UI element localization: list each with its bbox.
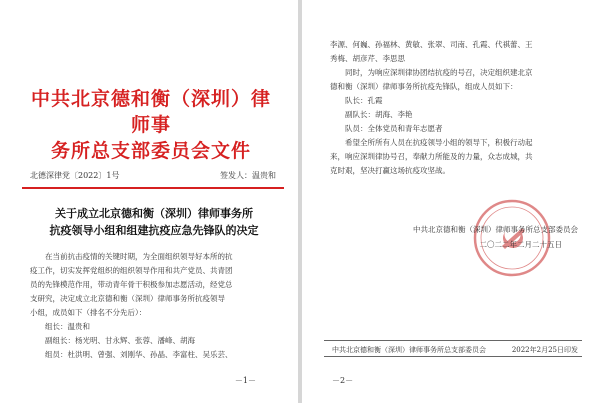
body-line: 秀梅、胡彦芹、李思思 (330, 54, 405, 63)
body-line: 疫工作，切实发挥党组织的组织领导作用和共产党员、共青团 (30, 266, 233, 275)
body-line: 支研究，决定成立北京德和衡（深圳）律师事务所抗疫领导 (30, 294, 225, 303)
body-line: 在当前抗击疫情的关键时期，为全面组织领导好本所的抗 (45, 252, 233, 261)
footer-organization: 中共北京德和衡（深圳）律师事务所总支部委员会 (332, 346, 486, 354)
vice-leaders-line: 副组长：杨光明、甘永辉、张蓉、潘峰、胡海 (45, 336, 195, 345)
signer: 签发人：温贵和 (220, 171, 276, 180)
document-subject (30, 205, 278, 239)
party-seal-stamp (472, 198, 552, 278)
body-line: 小组，成员如下（排名不分先后）： (30, 308, 147, 317)
document-number-row (30, 170, 276, 181)
document-page-2 (302, 0, 600, 403)
body-line: 希望全所所有人员在抗疫领导小组的领导下，积极行动起 (345, 138, 533, 147)
body-line: 德和衡（深圳）律师事务所抗疫先锋队，组成人员如下： (330, 82, 518, 91)
red-header-title-line: 中共北京德和衡（深圳）律师事 (30, 88, 271, 136)
red-divider-rule (22, 187, 284, 189)
page-number: －1－ (234, 376, 256, 385)
body-line: 克时艰，坚决打赢这场抗疫攻坚战。 (330, 166, 450, 175)
page-number: －2－ (332, 376, 354, 385)
footer-row (332, 345, 578, 355)
subject-line: 关于成立北京德和衡（深圳）律师事务所 (55, 207, 253, 220)
red-header-title-line: 务所总支部委员会文件 (50, 140, 251, 162)
leader-line: 组长：温贵和 (45, 322, 90, 331)
signing-date: 二〇二二年二月二十五日 (479, 240, 562, 249)
body-line: 李源、何巍、孙福林、黄敏、张翠、司南、孔霞、代祺蕾、王 (330, 40, 533, 49)
document-page-1 (0, 0, 298, 403)
signing-organization: 中共北京德和衡（深圳）律师事务所总支部委员会 (413, 225, 578, 234)
members-line: 组员：杜洪明、曾强、刘刚华、孙晶、李富柱、吴乐芸、 (45, 350, 233, 359)
body-line: 同时，为响应深圳律协团结抗疫的号召，决定组织建北京 (345, 68, 533, 77)
continued-text (330, 38, 578, 178)
footer-top-rule (324, 340, 582, 341)
vice-captains-line: 副队长：胡海、李艳 (345, 110, 413, 119)
red-header-title (22, 86, 280, 164)
footer-bottom-rule (324, 356, 582, 357)
body-text (30, 250, 280, 362)
body-line: 员的先锋模范作用，带动青年骨干积极参加志愿活动，经党总 (30, 280, 233, 289)
document-number: 北德深律党〔2022〕1号 (30, 171, 120, 180)
team-members-line: 队员：全体党员和青年志愿者 (345, 124, 443, 133)
body-line: 来，响应深圳律协号召，奉献力所能及的力量，众志成城，共 (330, 152, 533, 161)
subject-line: 抗疫领导小组和组建抗疫应急先锋队的决定 (49, 224, 259, 237)
footer-print-date: 2022年2月25日印发 (511, 346, 578, 354)
captain-line: 队长：孔霞 (345, 96, 383, 105)
